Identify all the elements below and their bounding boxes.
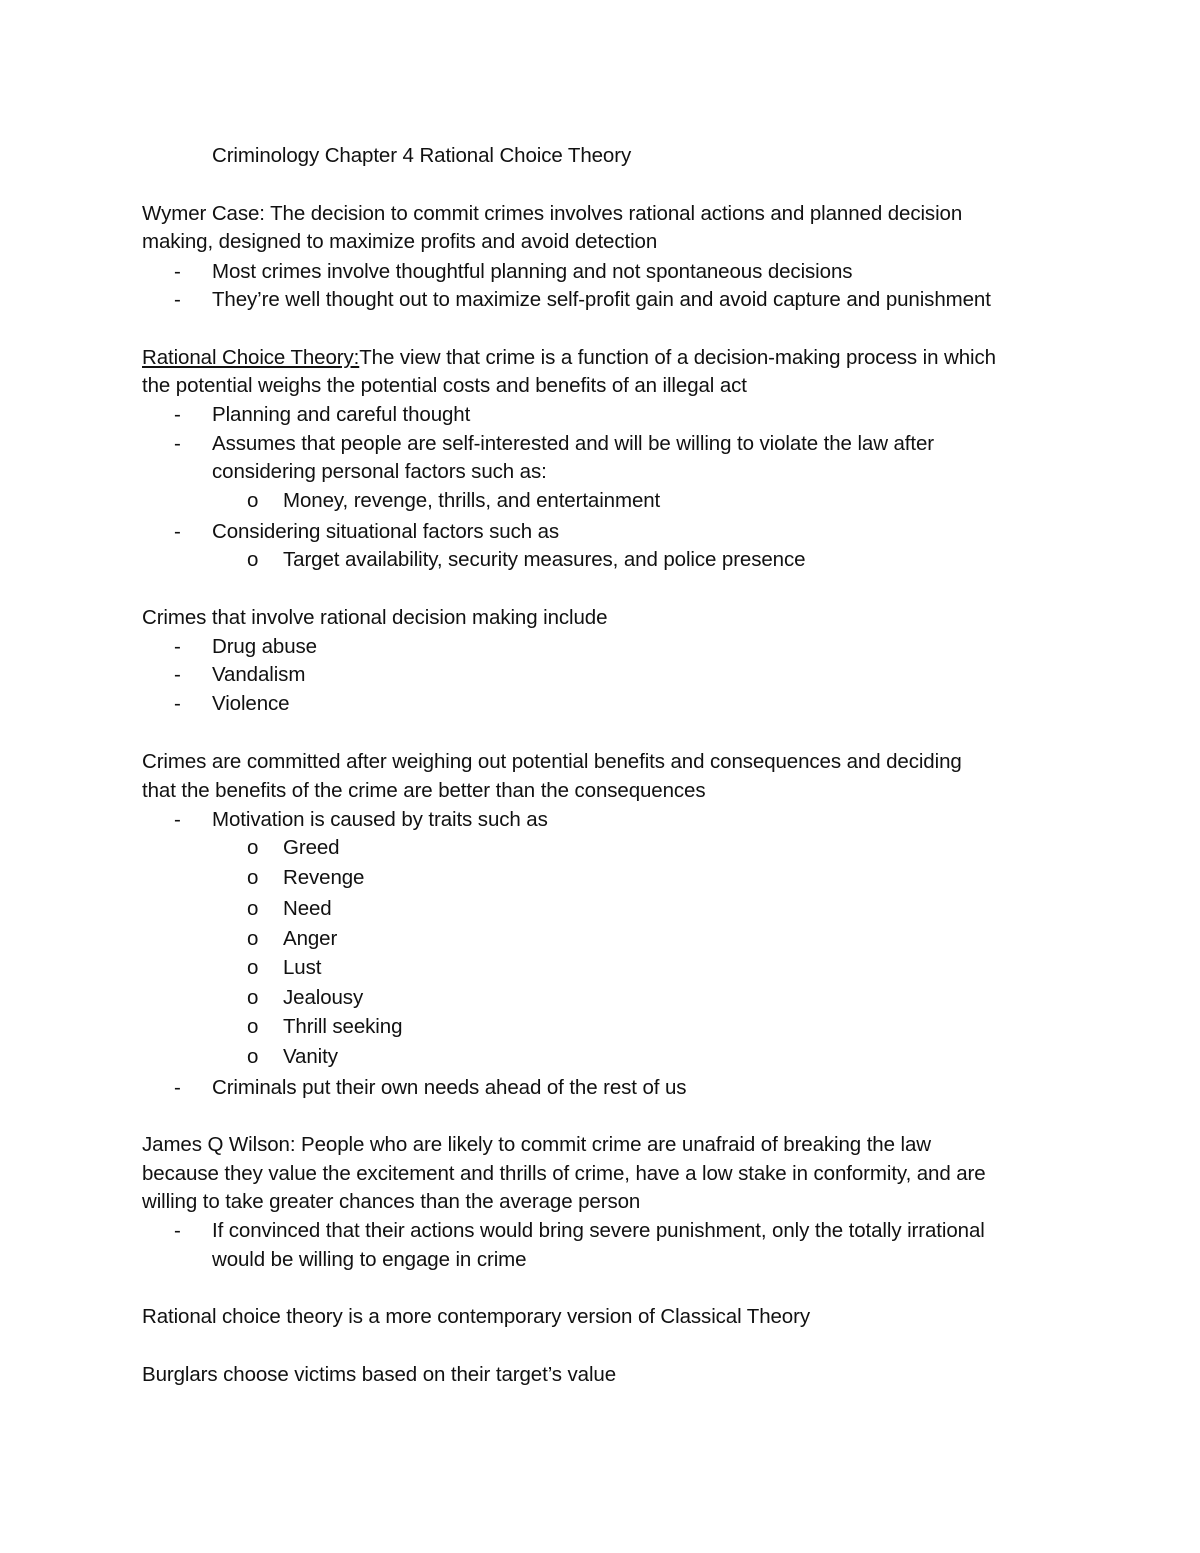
weighing-paragraph-line-2: that the benefits of the crime are better than the consequences <box>142 779 706 802</box>
wymer-bullet-2: They’re well thought out to maximize self-profit gain and avoid capture and punishment <box>212 288 991 311</box>
wilson-paragraph-line-1: James Q Wilson: People who are likely to commit crime are unafraid of breaking the law <box>142 1133 931 1156</box>
trait-item: Thrill seeking <box>283 1015 403 1038</box>
rct-bullet-1: Planning and careful thought <box>212 403 471 426</box>
dash-bullet: - <box>174 1076 181 1099</box>
crimes-item: Vandalism <box>212 663 306 686</box>
circle-bullet: o <box>247 836 259 859</box>
dash-bullet: - <box>174 1219 181 1242</box>
trait-item: Greed <box>283 836 340 859</box>
trait-item: Vanity <box>283 1045 338 1068</box>
dash-bullet: - <box>174 663 181 686</box>
circle-bullet: o <box>247 897 259 920</box>
circle-bullet: o <box>247 927 259 950</box>
wymer-paragraph-line-1: Wymer Case: The decision to commit crimes involves rational actions and planned decision <box>142 202 963 225</box>
dash-bullet: - <box>174 808 181 831</box>
crimes-item: Drug abuse <box>212 635 317 658</box>
wilson-paragraph-line-2: because they value the excitement and thrills of crime, have a low stake in conformity, and are <box>142 1162 986 1185</box>
wymer-paragraph-line-2: making, designed to maximize profits and avoid detection <box>142 230 658 253</box>
rct-term: Rational Choice Theory: <box>142 346 360 369</box>
circle-bullet: o <box>247 548 259 571</box>
trait-item: Jealousy <box>283 986 364 1009</box>
circle-bullet: o <box>247 1045 259 1068</box>
trait-item: Need <box>283 897 332 920</box>
circle-bullet: o <box>247 986 259 1009</box>
dash-bullet: - <box>174 260 181 283</box>
dash-bullet: - <box>174 403 181 426</box>
dash-bullet: - <box>174 520 181 543</box>
trait-item: Revenge <box>283 866 365 889</box>
crimes-item: Violence <box>212 692 290 715</box>
circle-bullet: o <box>247 1015 259 1038</box>
rct-bullet-3: Considering situational factors such as <box>212 520 560 543</box>
wilson-bullet-line-2: would be willing to engage in crime <box>212 1248 527 1271</box>
weighing-paragraph-line-1: Crimes are committed after weighing out potential benefits and consequences and deciding <box>142 750 962 773</box>
rct-definition: The view that crime is a function of a decision-making process in which <box>359 346 996 369</box>
document-title: Criminology Chapter 4 Rational Choice Theory <box>212 144 632 167</box>
circle-bullet: o <box>247 866 259 889</box>
wilson-bullet-line-1: If convinced that their actions would bring severe punishment, only the totally irrational <box>212 1219 985 1242</box>
wymer-bullet-1: Most crimes involve thoughtful planning and not spontaneous decisions <box>212 260 853 283</box>
rct-sub-bullet-2: Target availability, security measures, and police presence <box>283 548 806 571</box>
dash-bullet: - <box>174 635 181 658</box>
dash-bullet: - <box>174 432 181 455</box>
weighing-bullet-1: Motivation is caused by traits such as <box>212 808 548 831</box>
rct-bullet-2-line-2: considering personal factors such as: <box>212 460 547 483</box>
trait-item: Lust <box>283 956 322 979</box>
dash-bullet: - <box>174 288 181 311</box>
dash-bullet: - <box>174 692 181 715</box>
circle-bullet: o <box>247 956 259 979</box>
rct-paragraph-line-2: the potential weighs the potential costs and benefits of an illegal act <box>142 374 747 397</box>
trait-item: Anger <box>283 927 338 950</box>
weighing-bullet-2: Criminals put their own needs ahead of the rest of us <box>212 1076 687 1099</box>
wilson-paragraph-line-3: willing to take greater chances than the average person <box>142 1190 641 1213</box>
rct-bullet-2-line-1: Assumes that people are self-interested and will be willing to violate the law after <box>212 432 935 455</box>
burglars-statement: Burglars choose victims based on their target’s value <box>142 1363 617 1386</box>
crimes-heading: Crimes that involve rational decision making include <box>142 606 608 629</box>
rct-paragraph-line-1 <box>142 344 996 372</box>
rct-sub-bullet-1: Money, revenge, thrills, and entertainment <box>283 489 661 512</box>
circle-bullet: o <box>247 489 259 512</box>
classical-theory-statement: Rational choice theory is a more contemporary version of Classical Theory <box>142 1305 810 1328</box>
